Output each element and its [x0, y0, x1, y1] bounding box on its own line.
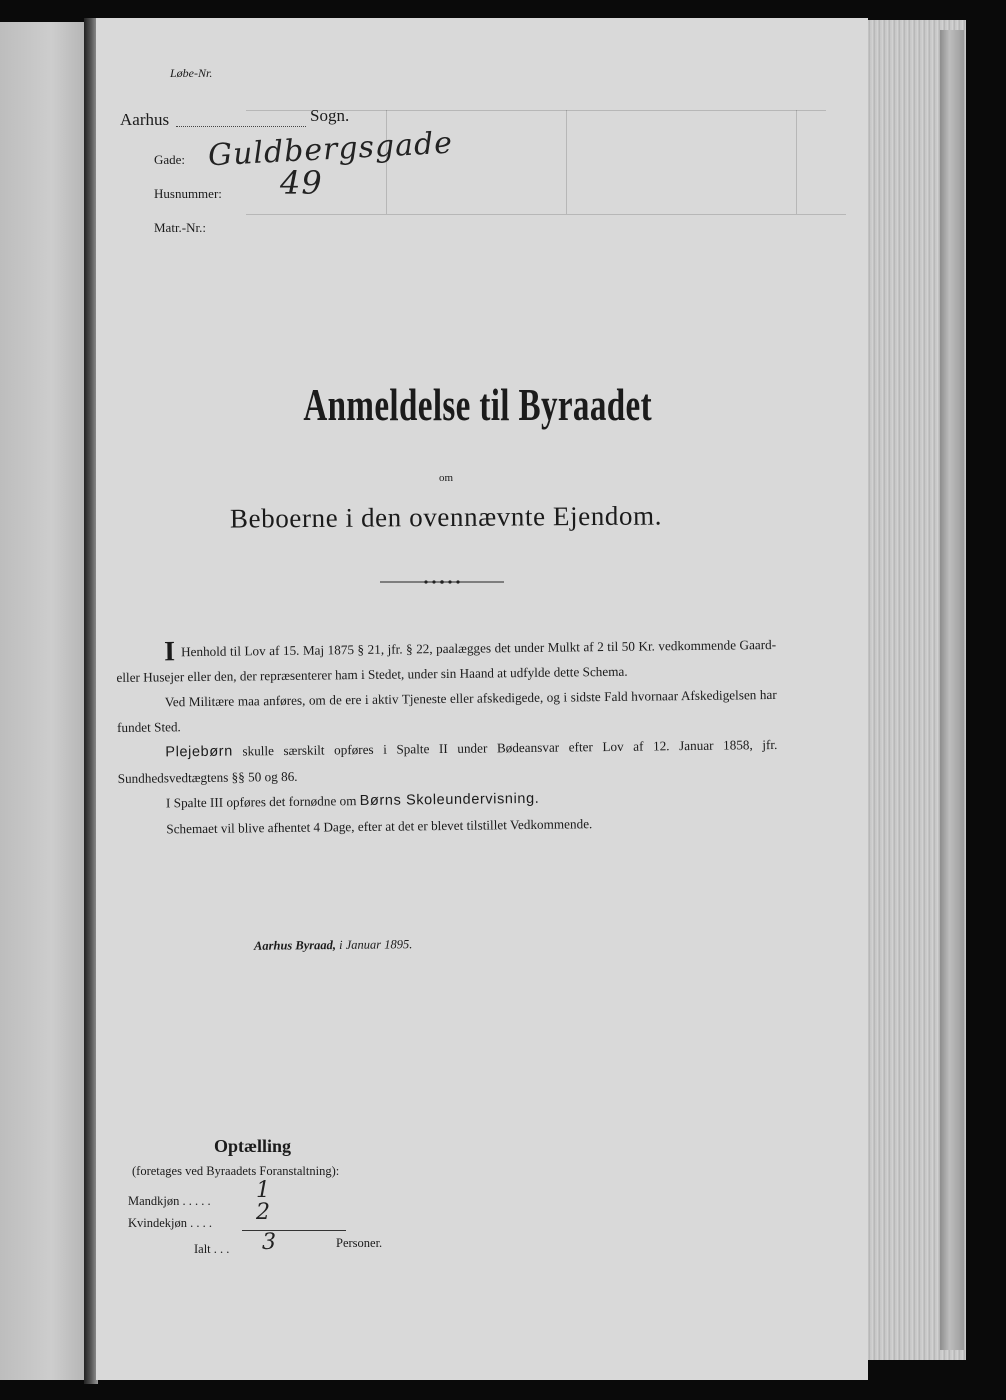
form-title: Anmeldelse til Byraadet [303, 379, 652, 430]
instruction-paragraph: Plejebørn skulle særskilt opføres i Spalte II under Bødeansvar efter Lov af 12. Januar 1858, jfr. Sundhedsvedtægtens §§ 50 og 86. [117, 736, 778, 786]
form-page [96, 18, 868, 1380]
sogn-label: Sogn. [310, 106, 350, 125]
gade-label: Gade: [154, 152, 186, 167]
total-count-value: 3 [262, 1230, 276, 1255]
issuer-name: Aarhus Byraad, [253, 937, 337, 953]
drop-cap: I [163, 636, 176, 668]
title-connector: om [438, 472, 454, 484]
bleed-through-rule [246, 214, 846, 215]
male-count-value: 1 [256, 1178, 270, 1203]
instruction-paragraph: I Henhold til Lov af 15. Maj 1875 § 21, jfr. § 22, paalægges det under Mulkt af 2 til 50 Kr. vedkommende Gaard- eller Husejer eller den, der repræsenterer ham i Stedet, under sin Haand at udfylde dette Schema. [116, 636, 777, 685]
issuer-signature-line [254, 937, 413, 954]
count-unit: Personer. [336, 1236, 383, 1250]
instruction-paragraph: Schemaet vil blive afhentet 4 Dage, efter at det er blevet tilstillet Vedkommende. [166, 816, 593, 837]
instructions-text [116, 632, 778, 842]
ornament-divider [380, 580, 504, 584]
total-count-label: Ialt . . . [194, 1242, 230, 1256]
issue-date: i Januar 1895. [339, 937, 413, 952]
matr-nr-label: Matr.-Nr.: [154, 220, 206, 235]
lobe-nr-label: Løbe-Nr. [170, 66, 213, 80]
female-count-value: 2 [256, 1200, 270, 1225]
gade-handwritten-value: Guldbergsgade [207, 125, 454, 174]
instruction-paragraph: I Spalte III opføres det fornødne om Børns Skoleundervisning. [165, 790, 540, 811]
husnummer-label: Husnummer: [154, 186, 222, 201]
count-subtitle: (foretages ved Byraadets Foranstaltning): [132, 1164, 340, 1178]
previous-page-edge [0, 22, 86, 1380]
count-title: Optælling [214, 1136, 292, 1156]
form-subtitle: Beboerne i den ovennævnte Ejendom. [229, 500, 663, 534]
sogn-fill-line [176, 126, 306, 127]
city-label: Aarhus [120, 110, 170, 129]
female-count-label: Kvindekjøn . . . . [128, 1216, 213, 1230]
male-count-label: Mandkjøn . . . . . [128, 1194, 211, 1208]
sum-rule [242, 1230, 346, 1231]
husnummer-handwritten-value: 49 [280, 164, 323, 202]
bleed-through-rule [796, 110, 797, 214]
instruction-paragraph: Ved Militære maa anføres, om de ere i aktiv Tjeneste eller afskedigede, og i sidste Fald hvornaar Afskedigelsen har fundet Sted. [116, 686, 777, 735]
bleed-through-rule [566, 110, 567, 214]
page-stack-shadow [940, 30, 964, 1350]
